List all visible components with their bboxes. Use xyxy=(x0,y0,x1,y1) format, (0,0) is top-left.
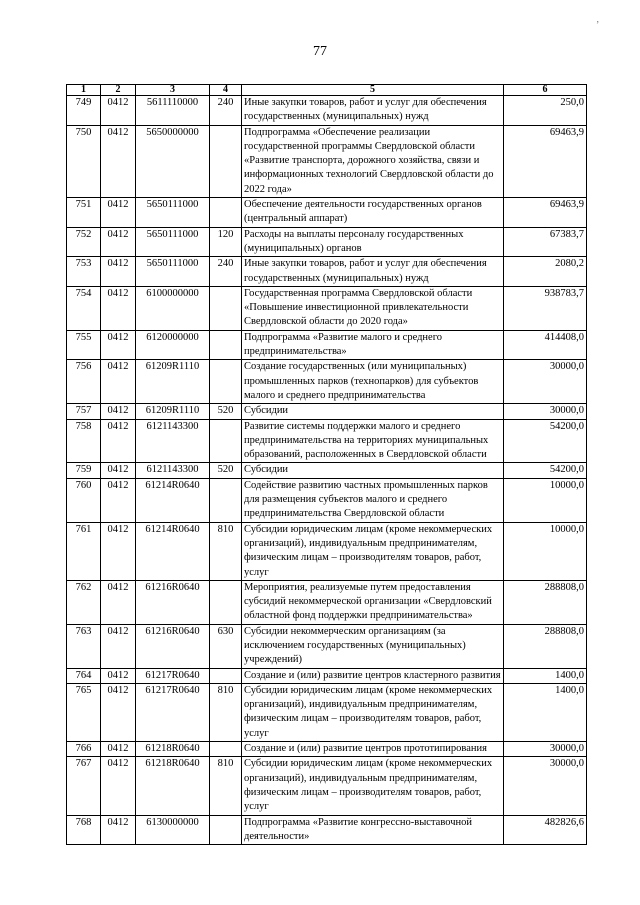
target-code: 6121143300 xyxy=(136,463,210,478)
table-row xyxy=(67,330,587,360)
amount: 1400,0 xyxy=(504,683,587,741)
expense-type: 520 xyxy=(210,463,242,478)
amount: 54200,0 xyxy=(504,419,587,463)
row-number: 766 xyxy=(67,742,101,757)
item-name: Подпрограмма «Обеспечение реализации государственной программы Свердловской области «Развитие транспорта, дорожного хозяйства, связи и информационных технологий Свердловской области до 2022 года» xyxy=(242,125,504,197)
item-name: Иные закупки товаров, работ и услуг для обеспечения государственных (муниципальных) нужд xyxy=(242,257,504,287)
table-row xyxy=(67,227,587,257)
row-number: 758 xyxy=(67,419,101,463)
table-row xyxy=(67,742,587,757)
table-row xyxy=(67,757,587,815)
row-number: 754 xyxy=(67,286,101,330)
row-number: 765 xyxy=(67,683,101,741)
target-code: 61216R0640 xyxy=(136,580,210,624)
amount: 938783,7 xyxy=(504,286,587,330)
amount: 30000,0 xyxy=(504,757,587,815)
target-code: 5650000000 xyxy=(136,125,210,197)
item-name: Создание и (или) развитие центров кластерного развития xyxy=(242,668,504,683)
target-code: 61209R1110 xyxy=(136,360,210,404)
target-code: 61216R0640 xyxy=(136,624,210,668)
target-code: 5650111000 xyxy=(136,198,210,228)
item-name: Подпрограмма «Развитие конгрессно-выставочной деятельности» xyxy=(242,815,504,845)
item-name: Расходы на выплаты персоналу государственных (муниципальных) органов xyxy=(242,227,504,257)
expense-type xyxy=(210,360,242,404)
item-name: Субсидии xyxy=(242,404,504,419)
amount: 288808,0 xyxy=(504,624,587,668)
expense-type xyxy=(210,815,242,845)
section-code: 0412 xyxy=(101,198,136,228)
target-code: 5650111000 xyxy=(136,257,210,287)
row-number: 750 xyxy=(67,125,101,197)
target-code: 5650111000 xyxy=(136,227,210,257)
row-number: 756 xyxy=(67,360,101,404)
target-code: 6121143300 xyxy=(136,419,210,463)
item-name: Содействие развитию частных промышленных парков для размещения субъектов малого и среднего предпринимательства Свердловской области xyxy=(242,478,504,522)
column-header: 1 xyxy=(67,85,101,96)
item-name: Создание и (или) развитие центров прототипирования xyxy=(242,742,504,757)
table-row xyxy=(67,286,587,330)
amount: 30000,0 xyxy=(504,360,587,404)
section-code: 0412 xyxy=(101,125,136,197)
section-code: 0412 xyxy=(101,286,136,330)
expense-type xyxy=(210,330,242,360)
target-code: 61217R0640 xyxy=(136,668,210,683)
target-code: 5611110000 xyxy=(136,96,210,126)
expense-type: 810 xyxy=(210,522,242,580)
item-name: Развитие системы поддержки малого и среднего предпринимательства на территориях муниципальных образований, расположенных в Свердловской области xyxy=(242,419,504,463)
item-name: Субсидии юридическим лицам (кроме некоммерческих организаций), индивидуальным предпринимателям, физическим лицам – производителям товаров, работ, услуг xyxy=(242,522,504,580)
amount: 69463,9 xyxy=(504,125,587,197)
expense-type xyxy=(210,478,242,522)
column-header: 4 xyxy=(210,85,242,96)
table-row xyxy=(67,815,587,845)
target-code: 61214R0640 xyxy=(136,522,210,580)
item-name: Субсидии некоммерческим организациям (за исключением государственных (муниципальных) учреждений) xyxy=(242,624,504,668)
amount: 10000,0 xyxy=(504,478,587,522)
section-code: 0412 xyxy=(101,683,136,741)
section-code: 0412 xyxy=(101,742,136,757)
item-name: Иные закупки товаров, работ и услуг для обеспечения государственных (муниципальных) нужд xyxy=(242,96,504,126)
section-code: 0412 xyxy=(101,257,136,287)
section-code: 0412 xyxy=(101,757,136,815)
row-number: 762 xyxy=(67,580,101,624)
table-row xyxy=(67,360,587,404)
row-number: 761 xyxy=(67,522,101,580)
amount: 30000,0 xyxy=(504,742,587,757)
expense-type: 630 xyxy=(210,624,242,668)
target-code: 6120000000 xyxy=(136,330,210,360)
column-header: 3 xyxy=(136,85,210,96)
header-row xyxy=(67,85,587,96)
item-name: Государственная программа Свердловской области «Повышение инвестиционной привлекательности Свердловской области до 2020 года» xyxy=(242,286,504,330)
amount: 67383,7 xyxy=(504,227,587,257)
amount: 1400,0 xyxy=(504,668,587,683)
amount: 30000,0 xyxy=(504,404,587,419)
expense-type: 240 xyxy=(210,96,242,126)
expense-type: 240 xyxy=(210,257,242,287)
amount: 482826,6 xyxy=(504,815,587,845)
row-number: 768 xyxy=(67,815,101,845)
column-header: 5 xyxy=(242,85,504,96)
item-name: Субсидии xyxy=(242,463,504,478)
table-row xyxy=(67,522,587,580)
section-code: 0412 xyxy=(101,96,136,126)
column-header: 6 xyxy=(504,85,587,96)
table-row xyxy=(67,198,587,228)
row-number: 753 xyxy=(67,257,101,287)
target-code: 61214R0640 xyxy=(136,478,210,522)
table-row xyxy=(67,96,587,126)
row-number: 759 xyxy=(67,463,101,478)
row-number: 764 xyxy=(67,668,101,683)
expense-type xyxy=(210,580,242,624)
item-name: Обеспечение деятельности государственных органов (центральный аппарат) xyxy=(242,198,504,228)
table-row xyxy=(67,125,587,197)
section-code: 0412 xyxy=(101,404,136,419)
target-code: 6130000000 xyxy=(136,815,210,845)
amount: 54200,0 xyxy=(504,463,587,478)
expense-type xyxy=(210,419,242,463)
row-number: 749 xyxy=(67,96,101,126)
section-code: 0412 xyxy=(101,522,136,580)
section-code: 0412 xyxy=(101,624,136,668)
table-row xyxy=(67,668,587,683)
row-number: 755 xyxy=(67,330,101,360)
target-code: 6100000000 xyxy=(136,286,210,330)
target-code: 61218R0640 xyxy=(136,742,210,757)
row-number: 751 xyxy=(67,198,101,228)
row-number: 752 xyxy=(67,227,101,257)
section-code: 0412 xyxy=(101,463,136,478)
expense-type xyxy=(210,286,242,330)
target-code: 61217R0640 xyxy=(136,683,210,741)
row-number: 757 xyxy=(67,404,101,419)
target-code: 61218R0640 xyxy=(136,757,210,815)
section-code: 0412 xyxy=(101,419,136,463)
item-name: Мероприятия, реализуемые путем предоставления субсидий некоммерческой организации «Свердловский областной фонд поддержки предпринимательства» xyxy=(242,580,504,624)
amount: 250,0 xyxy=(504,96,587,126)
table-row xyxy=(67,580,587,624)
page-number: 77 xyxy=(313,44,327,59)
corner-mark: ’ xyxy=(596,20,600,31)
expense-type xyxy=(210,742,242,757)
item-name: Субсидии юридическим лицам (кроме некоммерческих организаций), индивидуальным предпринимателям, физическим лицам – производителям товаров, работ, услуг xyxy=(242,683,504,741)
expense-type: 810 xyxy=(210,757,242,815)
expense-type xyxy=(210,198,242,228)
amount: 414408,0 xyxy=(504,330,587,360)
expense-type xyxy=(210,125,242,197)
section-code: 0412 xyxy=(101,815,136,845)
table-row xyxy=(67,257,587,287)
amount: 2080,2 xyxy=(504,257,587,287)
amount: 69463,9 xyxy=(504,198,587,228)
expense-type xyxy=(210,668,242,683)
budget-table xyxy=(66,84,587,845)
table-row xyxy=(67,683,587,741)
section-code: 0412 xyxy=(101,478,136,522)
section-code: 0412 xyxy=(101,360,136,404)
row-number: 763 xyxy=(67,624,101,668)
expense-type: 520 xyxy=(210,404,242,419)
table-row xyxy=(67,419,587,463)
section-code: 0412 xyxy=(101,668,136,683)
table-row xyxy=(67,478,587,522)
item-name: Подпрограмма «Развитие малого и среднего предпринимательства» xyxy=(242,330,504,360)
section-code: 0412 xyxy=(101,330,136,360)
item-name: Субсидии юридическим лицам (кроме некоммерческих организаций), индивидуальным предпринимателям, физическим лицам – производителям товаров, работ, услуг xyxy=(242,757,504,815)
amount: 10000,0 xyxy=(504,522,587,580)
row-number: 760 xyxy=(67,478,101,522)
item-name: Создание государственных (или муниципальных) промышленных парков (технопарков) для субъектов малого и среднего предпринимательства xyxy=(242,360,504,404)
amount: 288808,0 xyxy=(504,580,587,624)
column-header: 2 xyxy=(101,85,136,96)
table-row xyxy=(67,463,587,478)
expense-type: 810 xyxy=(210,683,242,741)
table-row xyxy=(67,624,587,668)
expense-type: 120 xyxy=(210,227,242,257)
table-row xyxy=(67,404,587,419)
row-number: 767 xyxy=(67,757,101,815)
section-code: 0412 xyxy=(101,580,136,624)
target-code: 61209R1110 xyxy=(136,404,210,419)
table-body xyxy=(67,96,587,845)
section-code: 0412 xyxy=(101,227,136,257)
